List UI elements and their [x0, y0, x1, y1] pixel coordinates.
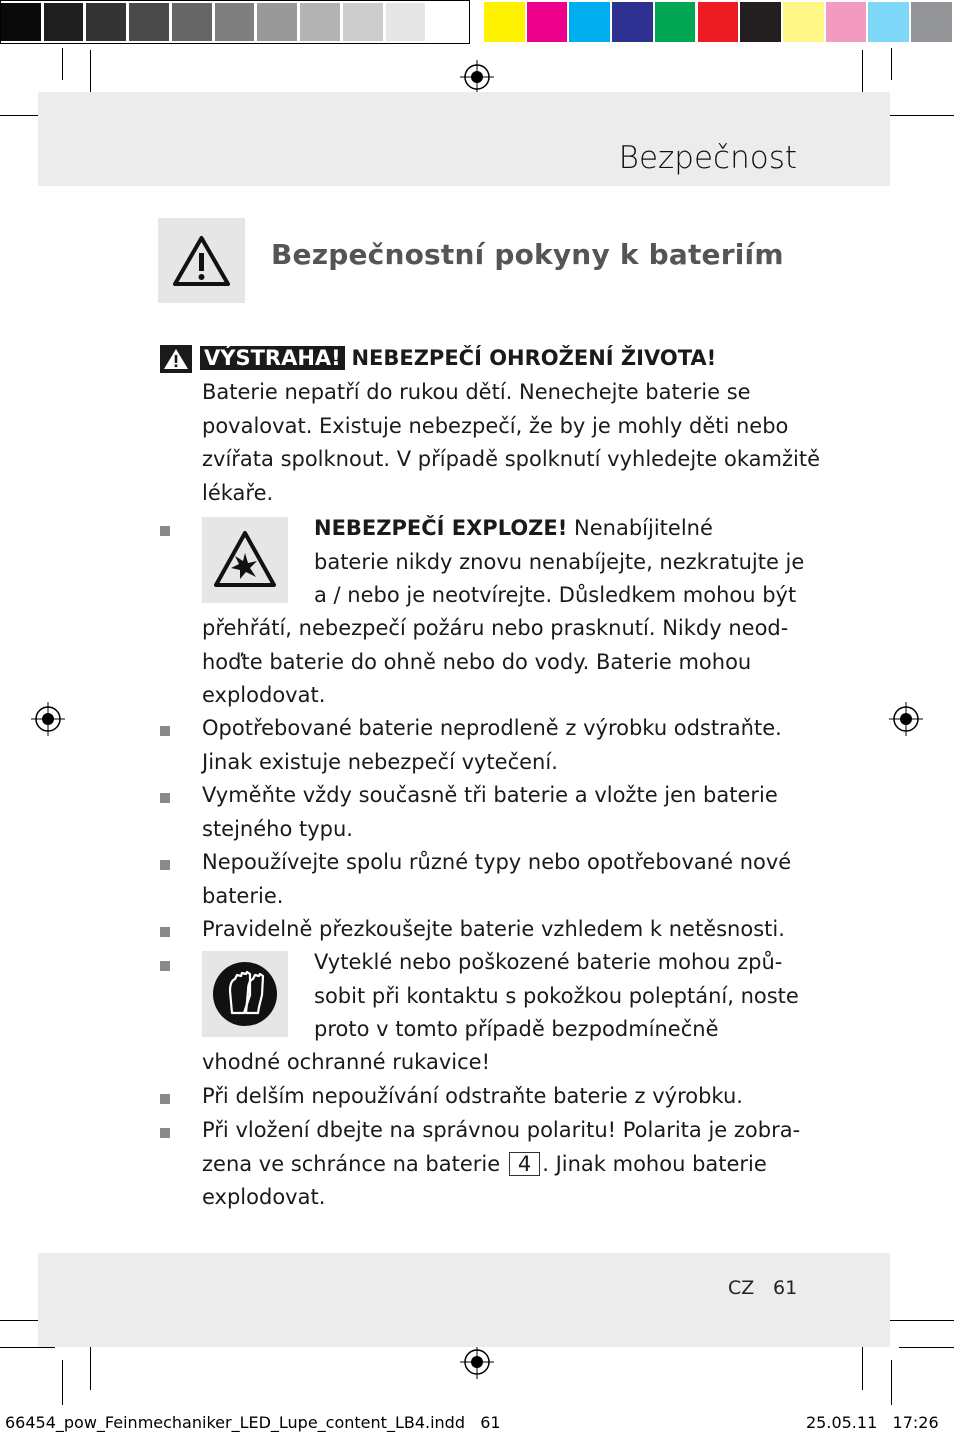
crop-mark: [0, 1347, 55, 1348]
gloves-text-full: [202, 1046, 490, 1080]
gray-swatch: [386, 3, 426, 41]
footer-page-number: 61: [773, 1277, 798, 1299]
text-line: sobit při kontaktu s pokožkou poleptání, noste: [314, 983, 799, 1008]
list-item: [202, 1080, 743, 1114]
text-line: lékaře.: [202, 480, 274, 505]
text-line: Vyteklé nebo poškozené baterie mohou způ-: [314, 950, 783, 974]
warning-triangle-icon: [158, 218, 245, 303]
text-line: [314, 512, 804, 546]
gray-swatch: [129, 3, 169, 41]
text-line: Nepoužívejte spolu různé typy nebo opotřebované nové: [202, 850, 792, 874]
page-section-title: Bezpečnost: [618, 140, 797, 176]
text-line: Pravidelně přezkoušejte baterie vzhledem k netěsnosti.: [202, 917, 785, 941]
bullet-square: [160, 927, 170, 937]
list-item: [202, 846, 791, 913]
slug-filename: 66454_pow_Feinmechaniker_LED_Lupe_content_LB4.indd 61: [5, 1413, 501, 1432]
color-swatch: [783, 2, 824, 42]
bullet-square: [160, 526, 170, 536]
explosion-warning-icon: [202, 517, 288, 603]
warning-text: [202, 376, 820, 510]
gray-swatch: [172, 3, 212, 41]
bullet-square: [160, 1128, 170, 1138]
text-fragment: zena ve schránce na baterie: [202, 1151, 501, 1176]
figure-reference-box: 4: [509, 1152, 540, 1176]
bullet-square: [160, 961, 170, 971]
crop-mark: [884, 1320, 954, 1321]
explosion-first: Nenabíjitelné: [574, 516, 713, 540]
text-line: vhodné ochranné rukavice!: [202, 1050, 490, 1074]
explosion-icon-box: [202, 517, 288, 603]
crop-mark: [884, 115, 954, 116]
gloves-text-right: [314, 946, 799, 1047]
slug-timestamp: 25.05.11 17:26: [806, 1413, 939, 1432]
color-swatch: [911, 2, 952, 42]
text-line: [202, 1148, 800, 1182]
text-line: Vyměňte vždy současně tři baterie a vložte jen baterie: [202, 783, 778, 807]
explosion-title: NEBEZPEČÍ EXPLOZE!: [314, 516, 568, 540]
registration-mark-icon: [460, 1345, 494, 1379]
text-line: hoďte baterie do ohně nebo do vody. Baterie mohou: [202, 649, 752, 674]
registration-mark-icon: [889, 702, 923, 736]
color-swatch: [868, 2, 909, 42]
bullet-square: [160, 793, 170, 803]
bullet-square: [160, 1094, 170, 1104]
text-line: baterie nikdy znovu nenabíjejte, nezkratujte je: [314, 549, 805, 574]
list-item: [202, 779, 778, 846]
explosion-text-right: [314, 512, 804, 613]
footer-band: [38, 1253, 890, 1347]
text-line: Opotřebované baterie neprodleně z výrobku odstraňte.: [202, 716, 782, 740]
color-swatch: [826, 2, 867, 42]
warning-header: [200, 342, 716, 376]
text-fragment: . Jinak mohou baterie: [542, 1151, 767, 1176]
gloves-icon-box: [202, 951, 288, 1037]
text-line: Jinak existuje nebezpečí vytečení.: [202, 749, 558, 774]
crop-mark: [62, 1360, 63, 1405]
explosion-text-full: [202, 612, 788, 713]
gray-swatch: [215, 3, 255, 41]
gray-swatch: [44, 3, 84, 41]
list-item: [202, 1114, 800, 1215]
color-swatch: [569, 2, 610, 42]
small-warning-icon: [160, 345, 192, 373]
text-line: Při vložení dbejte na správnou polaritu! Polarita je zobra-: [202, 1118, 801, 1142]
crop-mark: [891, 48, 892, 80]
grayscale-bar: [0, 0, 470, 44]
text-line: přehřátí, nebezpečí požáru nebo prasknutí. Nikdy neod-: [202, 616, 789, 640]
text-line: Při delším nepoužívání odstraňte baterie z výrobku.: [202, 1084, 743, 1108]
text-line: a / nebo je neotvírejte. Důsledkem mohou být: [314, 583, 797, 607]
crop-mark: [62, 48, 63, 80]
registration-mark-icon: [31, 702, 65, 736]
color-swatch: [698, 2, 739, 42]
crop-mark: [899, 1347, 954, 1348]
warning-title: NEBEZPEČÍ OHROŽENÍ ŽIVOTA!: [351, 346, 717, 370]
gray-swatch: [300, 3, 340, 41]
bullet-square: [160, 726, 170, 736]
color-swatch: [655, 2, 696, 42]
crop-mark: [891, 1360, 892, 1405]
footer-language: CZ: [728, 1277, 755, 1299]
text-line: explodovat.: [202, 1185, 326, 1209]
text-line: zvířata spolknout. V případě spolknutí vyhledejte okamžitě: [202, 447, 820, 471]
bullet-square: [160, 860, 170, 870]
color-swatch: [740, 2, 781, 42]
color-swatch: [484, 2, 525, 42]
color-swatch: [527, 2, 568, 42]
gray-swatch: [257, 3, 297, 41]
gray-swatch: [1, 3, 41, 41]
warning-triangle-box: [158, 218, 245, 303]
text-line: proto v tomto případě bezpodmínečně: [314, 1017, 719, 1041]
color-swatch: [612, 2, 653, 42]
text-line: stejného typu.: [202, 816, 353, 841]
registration-mark-icon: [460, 60, 494, 94]
crop-mark: [862, 1340, 863, 1390]
list-item: [202, 712, 782, 779]
gray-swatch: [343, 3, 383, 41]
gray-swatch: [428, 3, 468, 41]
protective-gloves-icon: [202, 951, 288, 1037]
warning-label: VÝSTRAHA!: [200, 346, 345, 370]
section-heading: Bezpečnostní pokyny k bateriím: [271, 238, 784, 271]
text-line: baterie.: [202, 883, 284, 908]
text-line: explodovat.: [202, 683, 326, 707]
text-line: povalovat. Existuje nebezpečí, že by je mohly děti nebo: [202, 413, 789, 438]
crop-mark: [90, 1340, 91, 1390]
text-line: Baterie nepatří do rukou dětí. Nenechejte baterie se: [202, 380, 751, 404]
gray-swatch: [86, 3, 126, 41]
list-item: [202, 913, 785, 947]
